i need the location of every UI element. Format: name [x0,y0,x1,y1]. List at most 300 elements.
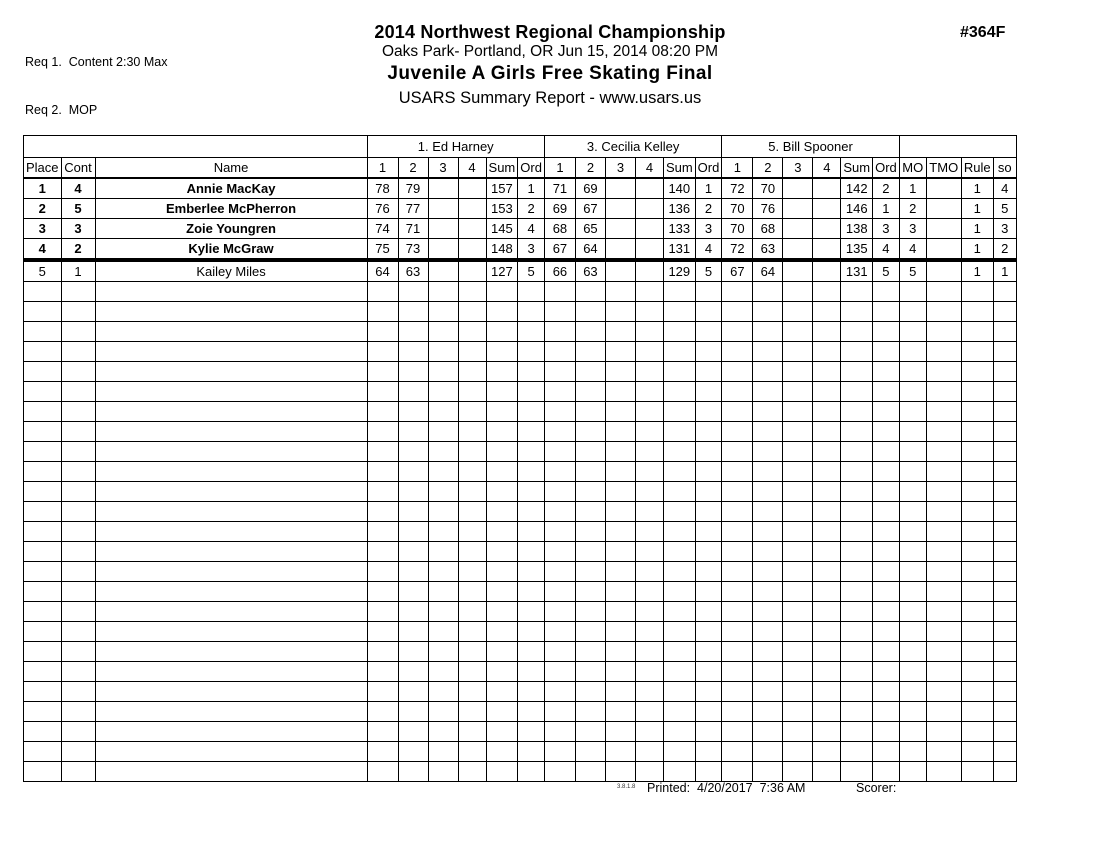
judge-score-cell [813,422,841,442]
judge-score-cell [605,178,635,199]
judge-score-cell [398,562,428,582]
judge-score-cell [753,602,783,622]
judge-sum-cell [486,762,518,782]
judge-score-cell [575,442,605,462]
judge-score-cell [575,382,605,402]
skater-name-cell [95,402,367,422]
judge-score-cell: 67 [722,260,753,282]
judge-score-cell [605,282,635,302]
judge-score-cell [398,682,428,702]
judge-score-cell [544,442,575,462]
contestant-number-cell [61,342,95,362]
judge-score-cell [398,382,428,402]
judge-score-cell [722,442,753,462]
judge-sum-cell [663,742,695,762]
judge-ordinal-cell: 2 [873,178,900,199]
skater-name-cell: Kailey Miles [95,260,367,282]
judge-name: 1. Ed Harney [367,136,544,158]
place-cell [24,642,62,662]
judge-sum-cell [841,502,873,522]
judge-score-cell [428,302,458,322]
judge-score-cell [783,562,813,582]
judge-score-cell: 68 [753,219,783,239]
judge-score-cell [813,219,841,239]
judge-score-cell [783,199,813,219]
column-header-score: 3 [783,158,813,179]
printed-timestamp: Printed: 4/20/2017 7:36 AM [647,781,806,795]
judge-score-cell: 64 [575,239,605,261]
judge-score-cell [458,322,486,342]
scorer-label: Scorer: [856,781,897,795]
judge-score-cell [813,762,841,782]
judge-score-cell [458,302,486,322]
judge-sum-cell [486,582,518,602]
judge-score-cell [635,722,663,742]
judge-ordinal-cell [695,362,722,382]
total-majority-ordinal-cell [926,239,961,261]
judge-sum-cell: 157 [486,178,518,199]
majority-ordinal-cell [899,742,926,762]
judge-score-cell [753,382,783,402]
place-cell [24,402,62,422]
total-majority-ordinal-cell [926,442,961,462]
judge-sum-cell [663,362,695,382]
judge-score-cell [635,342,663,362]
contestant-number-cell [61,642,95,662]
judge-score-cell [458,199,486,219]
judge-sum-cell [486,422,518,442]
skate-order-cell: 4 [993,178,1016,199]
judge-sum-cell [663,482,695,502]
column-header-ord: Ord [873,158,900,179]
judge-score-cell [605,642,635,662]
judge-score-cell: 63 [753,239,783,261]
judge-score-cell [575,642,605,662]
judge-sum-cell [663,542,695,562]
empty-row [24,422,1017,442]
rule-cell [961,522,993,542]
column-header-score: 3 [605,158,635,179]
judge-sum-cell [486,662,518,682]
majority-ordinal-cell [899,582,926,602]
judge-score-cell [367,762,398,782]
judge-score-cell [722,622,753,642]
judge-score-cell [575,762,605,782]
judge-score-cell [367,582,398,602]
judge-score-cell [753,422,783,442]
judge-score-cell [635,522,663,542]
judge-sum-cell: 129 [663,260,695,282]
judge-score-cell: 63 [575,260,605,282]
rule-cell: 1 [961,199,993,219]
judge-ordinal-cell [518,502,545,522]
judge-score-cell [722,422,753,442]
judge-ordinal-cell [518,742,545,762]
judge-score-cell [458,482,486,502]
judge-sum-cell: 135 [841,239,873,261]
judge-sum-cell [663,662,695,682]
judge-score-cell [753,302,783,322]
place-cell [24,462,62,482]
judge-score-cell [544,302,575,322]
judge-sum-cell [486,702,518,722]
rule-cell [961,682,993,702]
skate-order-cell [993,662,1016,682]
judge-score-cell [428,322,458,342]
judge-score-cell [605,302,635,322]
judge-ordinal-cell [873,282,900,302]
judge-score-cell [753,342,783,362]
judge-score-cell [605,199,635,219]
judge-sum-cell [486,322,518,342]
judge-sum-cell [486,642,518,662]
judge-sum-cell [486,602,518,622]
judge-score-cell [722,522,753,542]
empty-row [24,542,1017,562]
judge-score-cell [635,282,663,302]
judge-sum-cell [663,682,695,702]
judge-score-cell [783,219,813,239]
skater-name-cell [95,522,367,542]
total-majority-ordinal-cell [926,199,961,219]
judge-score-cell [544,422,575,442]
judge-score-cell [605,402,635,422]
judge-sum-cell [841,462,873,482]
column-header-score: 1 [722,158,753,179]
judge-score-cell [783,622,813,642]
judge-score-cell [428,582,458,602]
judge-score-cell [544,522,575,542]
total-majority-ordinal-cell [926,722,961,742]
judge-score-cell [722,582,753,602]
majority-ordinal-cell: 4 [899,239,926,261]
judge-score-cell [635,622,663,642]
judge-score-cell [458,260,486,282]
rule-cell [961,562,993,582]
judge-score-cell [813,260,841,282]
place-cell: 5 [24,260,62,282]
judge-ordinal-cell [695,402,722,422]
rule-cell [961,462,993,482]
judge-ordinal-cell [873,302,900,322]
majority-ordinal-cell [899,382,926,402]
skate-order-cell [993,762,1016,782]
majority-ordinal-cell [899,542,926,562]
rule-cell [961,742,993,762]
contestant-number-cell [61,422,95,442]
judge-ordinal-cell [695,662,722,682]
judge-sum-cell [663,762,695,782]
judge-ordinal-cell [695,322,722,342]
judge-score-cell [753,442,783,462]
judge-score-cell [753,542,783,562]
judge-score-cell [544,482,575,502]
place-cell [24,502,62,522]
judge-score-cell: 70 [722,199,753,219]
judge-score-cell [813,239,841,261]
judge-score-cell [398,342,428,362]
total-majority-ordinal-cell [926,642,961,662]
total-majority-ordinal-cell [926,622,961,642]
judge-score-cell [783,742,813,762]
judge-score-cell [575,482,605,502]
skater-name-cell [95,362,367,382]
judge-sum-cell [663,562,695,582]
judge-score-cell [753,642,783,662]
judge-score-cell [575,362,605,382]
judge-score-cell [398,462,428,482]
judge-ordinal-cell [873,682,900,702]
judge-score-cell [813,282,841,302]
judge-score-cell [544,682,575,702]
judge-score-cell [722,562,753,582]
rule-cell [961,602,993,622]
judge-sum-cell [841,482,873,502]
judge-ordinal-cell [873,662,900,682]
judge-sum-cell [841,622,873,642]
judge-sum-cell [663,502,695,522]
skate-order-cell [993,402,1016,422]
judge-score-cell [398,662,428,682]
judge-sum-cell [841,402,873,422]
column-header-ord: Ord [695,158,722,179]
judge-sum-cell: 140 [663,178,695,199]
judge-score-cell [635,199,663,219]
place-cell [24,762,62,782]
empty-row [24,662,1017,682]
judge-score-cell [575,522,605,542]
judge-score-cell [635,382,663,402]
judge-score-cell [458,722,486,742]
judge-score-cell [753,622,783,642]
judge-ordinal-cell [873,342,900,362]
empty-row [24,342,1017,362]
judge-score-cell [458,562,486,582]
majority-ordinal-cell [899,642,926,662]
contestant-number-cell: 2 [61,239,95,261]
judge-score-cell: 76 [367,199,398,219]
judge-sum-cell [841,322,873,342]
judge-score-cell [428,282,458,302]
judge-score-cell [722,482,753,502]
total-majority-ordinal-cell [926,462,961,482]
skate-order-cell [993,502,1016,522]
contestant-number-cell: 1 [61,260,95,282]
skater-name-cell [95,342,367,362]
place-cell [24,682,62,702]
judge-ordinal-cell [518,662,545,682]
total-majority-ordinal-cell [926,422,961,442]
contestant-number-cell [61,762,95,782]
judge-ordinal-cell [695,422,722,442]
judge-score-cell [783,442,813,462]
judge-ordinal-cell [873,582,900,602]
judge-score-cell [813,322,841,342]
judge-ordinal-cell [518,702,545,722]
contestant-number-cell: 5 [61,199,95,219]
place-cell [24,742,62,762]
judge-ordinal-cell [695,342,722,362]
judge-score-cell [428,219,458,239]
contestant-number-cell [61,322,95,342]
judge-score-cell: 76 [753,199,783,219]
judge-score-cell [722,402,753,422]
judge-ordinal-cell [518,322,545,342]
judge-score-cell [398,442,428,462]
judge-score-cell [575,562,605,582]
judge-score-cell [722,602,753,622]
judge-score-cell: 78 [367,178,398,199]
empty-row [24,362,1017,382]
judge-ordinal-cell [695,382,722,402]
contestant-number-cell [61,462,95,482]
judge-ordinal-cell: 3 [518,239,545,261]
rule-cell [961,402,993,422]
judge-ordinal-cell [518,382,545,402]
place-cell [24,302,62,322]
total-majority-ordinal-cell [926,342,961,362]
column-header-score: Sum [663,158,695,179]
judge-ordinal-cell [873,362,900,382]
majority-ordinal-cell: 1 [899,178,926,199]
judge-score-cell [753,322,783,342]
judge-score-cell [428,462,458,482]
column-header-score: 2 [753,158,783,179]
place-cell [24,342,62,362]
judge-score-cell [605,322,635,342]
judge-ordinal-cell [695,742,722,762]
judge-ordinal-cell: 2 [518,199,545,219]
judge-ordinal-cell: 2 [695,199,722,219]
judge-score-cell [428,682,458,702]
empty-row [24,442,1017,462]
judge-score-cell [813,402,841,422]
judge-ordinal-cell [695,522,722,542]
empty-row [24,282,1017,302]
judge-score-cell [605,742,635,762]
judge-score-cell [575,322,605,342]
judge-score-cell [544,642,575,662]
judge-score-cell [635,402,663,422]
judge-sum-cell [486,342,518,362]
judge-sum-cell [663,282,695,302]
empty-row [24,502,1017,522]
judge-score-cell [722,322,753,342]
skate-order-cell: 1 [993,260,1016,282]
judge-score-cell [753,722,783,742]
place-cell [24,602,62,622]
judge-score-cell [635,442,663,462]
judge-score-cell [458,522,486,542]
judge-score-cell [722,762,753,782]
judge-score-cell [428,502,458,522]
empty-row [24,402,1017,422]
judge-score-cell [398,402,428,422]
majority-ordinal-cell [899,422,926,442]
judge-score-cell [367,302,398,322]
total-majority-ordinal-cell [926,362,961,382]
judge-score-cell: 65 [575,219,605,239]
judge-score-cell [813,199,841,219]
skater-row [24,219,1017,239]
judge-sum-cell: 136 [663,199,695,219]
judge-score-cell: 64 [367,260,398,282]
judge-score-cell [635,219,663,239]
judge-sum-cell [663,522,695,542]
judge-score-cell [428,442,458,462]
judge-sum-cell [486,302,518,322]
judge-score-cell [722,342,753,362]
contestant-number-cell [61,282,95,302]
judge-sum-cell [486,482,518,502]
rule-cell [961,762,993,782]
judge-score-cell [458,178,486,199]
judge-score-cell [722,542,753,562]
judge-ordinal-cell [873,642,900,662]
total-majority-ordinal-cell [926,282,961,302]
judge-score-cell [544,342,575,362]
majority-ordinal-cell [899,682,926,702]
skate-order-cell [993,322,1016,342]
judge-sum-cell [663,722,695,742]
judge-sum-cell: 142 [841,178,873,199]
majority-ordinal-cell [899,302,926,322]
majority-ordinal-cell: 3 [899,219,926,239]
event-number: #364F [960,24,1006,41]
judge-score-cell [753,502,783,522]
judge-ordinal-cell [518,482,545,502]
judge-score-cell [783,382,813,402]
judge-ordinal-cell: 5 [695,260,722,282]
judge-score-cell [458,402,486,422]
judge-ordinal-cell [518,602,545,622]
judge-score-cell [605,260,635,282]
judge-sum-cell [486,402,518,422]
skater-name-cell [95,622,367,642]
judge-score-cell: 79 [398,178,428,199]
skater-name-cell [95,422,367,442]
judge-score-cell [783,642,813,662]
skate-order-cell [993,742,1016,762]
judge-score-cell [605,502,635,522]
skate-order-cell [993,542,1016,562]
judge-score-cell [544,322,575,342]
judge-score-cell [428,762,458,782]
rule-cell: 1 [961,239,993,261]
judge-score-cell [398,582,428,602]
place-cell [24,522,62,542]
skate-order-cell [993,682,1016,702]
majority-ordinal-cell [899,482,926,502]
judge-score-cell [544,622,575,642]
judge-score-cell [635,239,663,261]
judge-name: 3. Cecilia Kelley [544,136,721,158]
judge-score-cell [635,260,663,282]
judge-score-cell [813,382,841,402]
judge-score-cell [367,282,398,302]
column-header-score: 4 [635,158,663,179]
judge-score-cell [783,322,813,342]
judge-sum-cell: 133 [663,219,695,239]
judge-sum-cell: 145 [486,219,518,239]
judge-score-cell: 73 [398,239,428,261]
judge-ordinal-cell [873,542,900,562]
judge-score-cell [458,682,486,702]
judge-ordinal-cell [873,402,900,422]
judge-sum-cell [486,362,518,382]
judge-score-cell [783,422,813,442]
judge-score-cell [428,178,458,199]
